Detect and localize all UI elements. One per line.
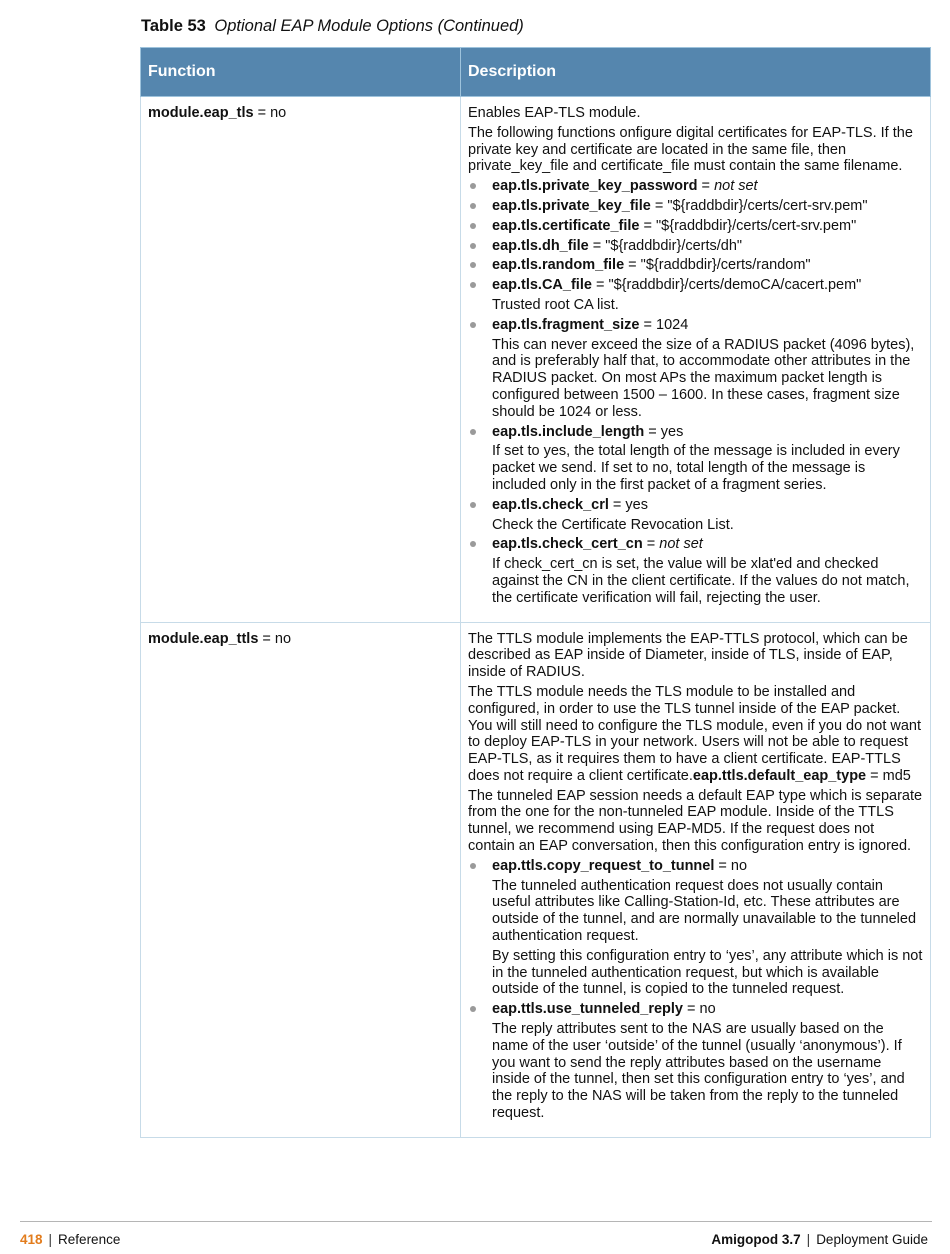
column-header-description: Description	[461, 48, 931, 97]
option-description: If check_cert_cn is set, the value will be xlat'ed and checked against the CN in the client certificate. If the values do not match, the certificate verification will fail, rejecting the user.	[492, 556, 910, 606]
option-list	[468, 858, 923, 1122]
option-key: eap.tls.private_key_file	[492, 197, 651, 214]
bullet-icon	[470, 863, 476, 869]
option-value: = "${raddbdir}/certs/cert-srv.pem"	[639, 217, 857, 234]
option-description: This can never exceed the size of a RADIUS packet (4096 bytes), and is preferably half that, to accommodate other attributes in the RADIUS packet. On most APs the maximum packet length is configured between 1500 – 1600. In these cases, fragment size should be 1024 or less.	[492, 336, 915, 420]
option-value: = yes	[608, 496, 648, 513]
list-item	[468, 1001, 923, 1122]
table-title: Optional EAP Module Options (Continued)	[214, 17, 524, 35]
bullet-icon	[470, 243, 476, 249]
column-header-function: Function	[141, 48, 461, 97]
option-key: eap.ttls.default_eap_type	[692, 767, 867, 784]
description-paragraph: The TTLS module implements the EAP-TTLS protocol, which can be described as EAP inside of Diameter, inside of TLS, inside of EAP, inside of RADIUS.	[468, 630, 908, 681]
footer-divider	[20, 1221, 932, 1222]
option-key: eap.ttls.use_tunneled_reply	[492, 1001, 683, 1018]
bullet-icon	[470, 203, 476, 209]
option-key: eap.tls.dh_file	[492, 237, 589, 254]
function-value: = no	[258, 630, 292, 647]
table-header-row	[141, 48, 931, 97]
footer-left	[20, 1232, 120, 1247]
list-item	[468, 257, 923, 274]
option-value: = yes	[644, 423, 684, 440]
table-caption	[141, 17, 524, 36]
function-value: = no	[253, 105, 287, 121]
option-value: = "${raddbdir}/certs/demoCA/cacert.pem"	[591, 277, 862, 294]
option-description: By setting this configuration entry to ‘yes’, any attribute which is not in the tunneled authentication request, but which is available outside of the tunnel, is copied to the tunneled request.	[492, 947, 923, 998]
function-cell-eap-ttls	[141, 622, 461, 1137]
footer-separator: |	[806, 1232, 811, 1247]
document-name: Deployment Guide	[816, 1232, 928, 1247]
option-key: eap.tls.fragment_size	[492, 316, 640, 333]
option-description: The reply attributes sent to the NAS are usually based on the name of the user ‘outside’ of the tunnel (usually ‘anonymous’). If you want to send the reply attributes based on the username inside of the tunnel, then set this configuration entry to ‘yes’, and the reply to the NAS will be taken from the reply to the tunneled request.	[492, 1021, 905, 1122]
table-number: Table 53	[141, 17, 206, 35]
description-cell-eap-ttls	[461, 622, 931, 1137]
option-description: Check the Certificate Revocation List.	[492, 516, 734, 533]
option-key: eap.tls.check_cert_cn	[492, 536, 643, 553]
option-key: eap.tls.check_crl	[492, 496, 609, 513]
bullet-icon	[470, 282, 476, 288]
option-description: Trusted root CA list.	[492, 296, 619, 313]
list-item	[468, 858, 923, 998]
description-paragraph: The tunneled EAP session needs a default EAP type which is separate from the one for the non-tunneled EAP module. Inside of the TTLS tunnel, we recommend using EAP-MD5. If the request does not contain an EAP conversation, then this configuration entry is ignored.	[468, 787, 923, 855]
option-value: = "${raddbdir}/certs/random"	[624, 257, 811, 274]
option-value: = "${raddbdir}/certs/cert-srv.pem"	[650, 197, 868, 214]
option-equals: =	[642, 536, 660, 553]
list-item	[468, 497, 923, 534]
option-value: = md5	[866, 767, 911, 784]
bullet-icon	[470, 541, 476, 547]
option-value: not set	[714, 178, 758, 195]
bullet-icon	[470, 322, 476, 328]
description-paragraph: The following functions onfigure digital certificates for EAP-TLS. If the private key and certificate are located in the same file, then private_key_file and certificate_file must contain the same filename.	[468, 124, 913, 175]
bullet-icon	[470, 502, 476, 508]
paragraph-text: The TTLS module needs the TLS module to be installed and configured, in order to use the TLS tunnel inside of the EAP packet. You will still need to configure the TLS module, even if you do not want to deploy EAP-TLS in your network. Users will not be able to request EAP-TLS, as it requires them to have a client certificate. EAP-TTLS does not require a client certificate.	[468, 683, 922, 784]
product-name: Amigopod 3.7	[711, 1232, 801, 1247]
option-description: The tunneled authentication request does not usually contain useful attributes like Calling-Station-Id, etc. These attributes are outside of the tunnel, and are normally unavailable to the tunneled authentication request.	[492, 877, 917, 945]
description-paragraph-with-option	[468, 684, 923, 785]
option-list	[468, 178, 923, 606]
bullet-icon	[470, 429, 476, 435]
option-value: = "${raddbdir}/certs/dh"	[588, 237, 743, 254]
function-cell-eap-tls	[141, 97, 461, 623]
section-name: Reference	[58, 1232, 121, 1247]
bullet-icon	[470, 183, 476, 189]
option-value: = no	[714, 857, 748, 874]
option-key: eap.tls.certificate_file	[492, 217, 640, 234]
description-cell-eap-tls	[461, 97, 931, 623]
list-item	[468, 317, 923, 421]
list-item	[468, 178, 923, 195]
option-value: = 1024	[639, 316, 689, 333]
list-item	[468, 198, 923, 215]
page-number: 418	[20, 1232, 43, 1247]
table-row	[141, 97, 931, 623]
list-item	[468, 277, 923, 314]
bullet-icon	[470, 1006, 476, 1012]
option-description: If set to yes, the total length of the message is included in every packet we send. If set to no, total length of the message is included only in the first packet of a fragment series.	[492, 443, 900, 493]
function-key: module.eap_tls	[148, 105, 254, 121]
description-paragraph: Enables EAP-TLS module.	[468, 105, 641, 121]
list-item	[468, 238, 923, 255]
option-key: eap.tls.include_length	[492, 423, 645, 440]
option-key: eap.tls.CA_file	[492, 277, 592, 294]
option-key: eap.tls.private_key_password	[492, 178, 698, 195]
list-item	[468, 218, 923, 235]
option-equals: =	[697, 178, 715, 195]
eap-options-table	[140, 47, 931, 1138]
table-row	[141, 622, 931, 1137]
footer-right	[711, 1232, 928, 1247]
bullet-icon	[470, 262, 476, 268]
option-key: eap.tls.random_file	[492, 257, 625, 274]
option-value: not set	[659, 536, 703, 553]
function-key: module.eap_ttls	[148, 630, 259, 647]
option-key: eap.ttls.copy_request_to_tunnel	[492, 857, 715, 874]
bullet-icon	[470, 223, 476, 229]
list-item	[468, 536, 923, 606]
footer-separator: |	[48, 1232, 53, 1247]
option-value: = no	[682, 1001, 716, 1018]
list-item	[468, 424, 923, 494]
